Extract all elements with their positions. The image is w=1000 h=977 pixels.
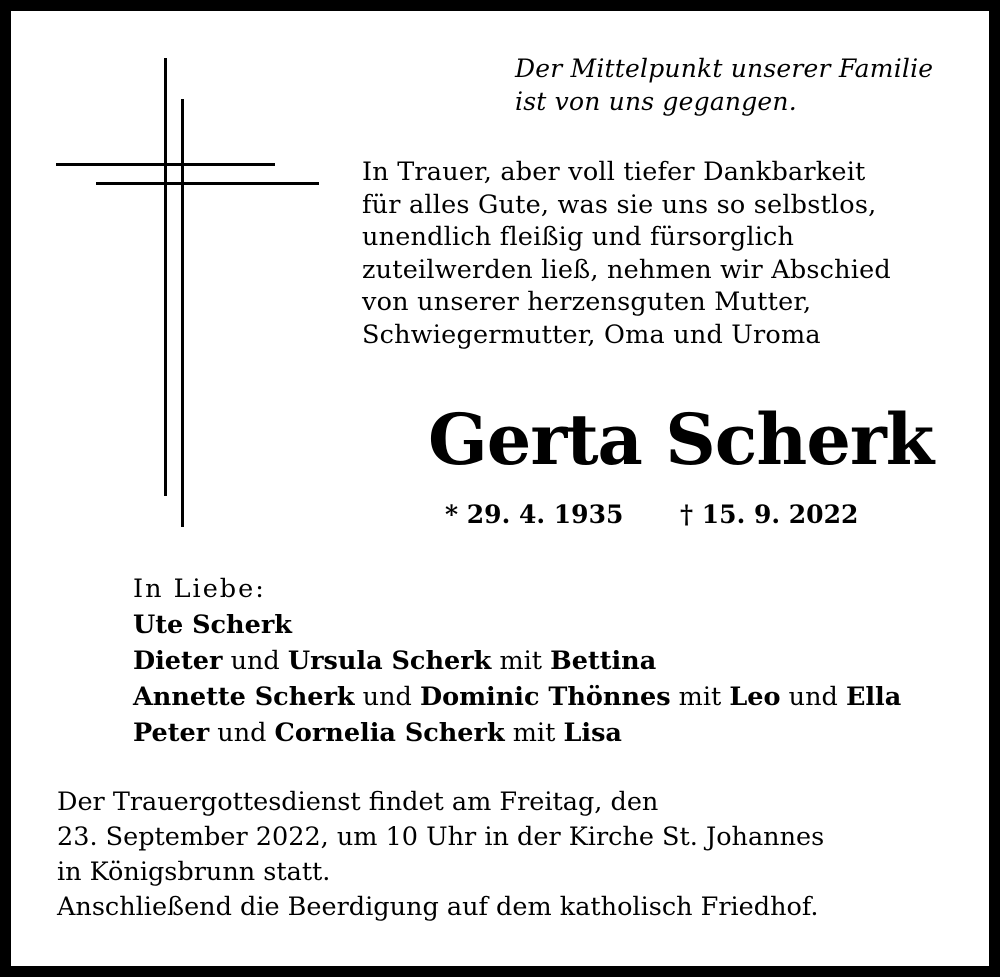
- cross-horizontal-bar-lower: [96, 182, 319, 185]
- mourner-line: [133, 715, 901, 751]
- mourner-name: Dieter: [133, 646, 223, 676]
- connector-word: mit: [512, 718, 556, 748]
- intro-line: für alles Gute, was sie uns so selbstlos,: [362, 189, 877, 220]
- intro-line: Schwiegermutter, Oma und Uroma: [362, 319, 821, 350]
- connector-word: mit: [678, 682, 722, 712]
- mourner-line: [133, 643, 901, 679]
- mourner-name: Ella: [845, 682, 902, 712]
- mourner-line: [133, 679, 901, 715]
- motto-line: ist von uns gegangen.: [515, 87, 797, 116]
- mourners-heading: In Liebe:: [133, 574, 266, 604]
- mourner-name: Lisa: [563, 718, 622, 748]
- mourner-name: Peter: [133, 718, 210, 748]
- mourner-name: Cornelia Scherk: [274, 718, 505, 748]
- connector-word: und: [362, 682, 412, 712]
- connector-word: und: [788, 682, 838, 712]
- intro-text: [362, 156, 891, 351]
- motto: [515, 52, 933, 118]
- connector-word: und: [230, 646, 280, 676]
- service-line: Der Trauergottesdienst findet am Freitag, den: [57, 787, 659, 817]
- connector-word: und: [217, 718, 267, 748]
- motto-line: Der Mittelpunkt unserer Familie: [515, 54, 934, 83]
- mourner-name: Ute Scherk: [133, 610, 292, 640]
- cross-vertical-bar-left: [164, 58, 167, 496]
- connector-word: mit: [499, 646, 543, 676]
- service-line: Anschließend die Beerdigung auf dem katholisch Friedhof.: [57, 892, 819, 922]
- intro-line: In Trauer, aber voll tiefer Dankbarkeit: [362, 157, 866, 187]
- death-date: † 15. 9. 2022: [680, 500, 859, 529]
- mourner-name: Dominic Thönnes: [419, 682, 671, 712]
- mourners-list: [133, 571, 901, 751]
- intro-line: zuteilwerden ließ, nehmen wir Abschied: [362, 254, 891, 285]
- intro-line: von unserer herzensguten Mutter,: [362, 287, 812, 317]
- mourner-line: [133, 607, 901, 643]
- deceased-name: Gerta Scherk: [428, 398, 934, 481]
- intro-line: unendlich fleißig und fürsorglich: [362, 222, 795, 252]
- mourner-name: Bettina: [550, 646, 657, 676]
- mourner-name: Annette Scherk: [133, 682, 355, 712]
- service-line: 23. September 2022, um 10 Uhr in der Kirche St. Johannes: [57, 822, 825, 852]
- cross-horizontal-bar-upper: [56, 163, 275, 166]
- mourner-name: Ursula Scherk: [287, 646, 492, 676]
- mourner-name: Leo: [729, 682, 781, 712]
- service-line: in Königsbrunn statt.: [57, 857, 331, 887]
- birth-date: * 29. 4. 1935: [445, 500, 624, 529]
- service-info: [57, 785, 824, 925]
